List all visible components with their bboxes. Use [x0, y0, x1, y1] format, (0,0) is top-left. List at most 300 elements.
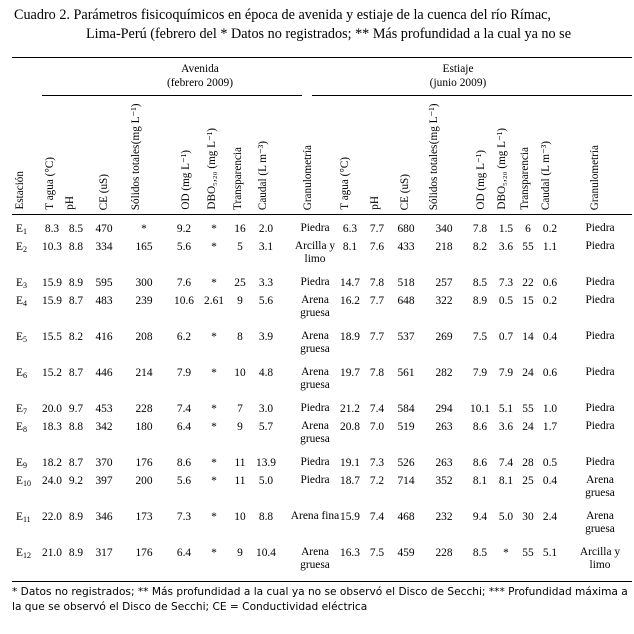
estacion-letter: E: [16, 547, 23, 559]
avenida-cell: 176: [135, 547, 153, 559]
col-header-estiaje-3-line: Sólidos totales: [428, 144, 440, 210]
avenida-cell: 18.2: [42, 457, 62, 469]
estiaje-cell: *: [503, 547, 509, 559]
estiaje-cell: 468: [397, 511, 415, 523]
estacion-number: 12: [22, 551, 31, 560]
estiaje-cell: 0.4: [542, 475, 558, 487]
estiaje-cell: 20.8: [340, 421, 360, 433]
estiaje-cell: Piedra: [585, 276, 615, 288]
avenida-cell: *: [211, 241, 217, 253]
avenida-cell: 18.3: [42, 421, 62, 433]
avenida-cell: Arena gruesa: [300, 294, 330, 319]
estacion-letter: E: [16, 475, 23, 487]
estiaje-cell: 0.2: [542, 223, 558, 235]
avenida-cell: 10.6: [174, 295, 194, 307]
estiaje-cell: 648: [397, 295, 415, 307]
avenida-cell: *: [211, 331, 217, 343]
estiaje-cell: 257: [435, 277, 453, 289]
avenida-label: Avenida: [181, 63, 219, 75]
avenida-cell: Arena gruesa: [300, 330, 330, 355]
estiaje-cell: 0.4: [542, 331, 558, 343]
cell-estacion: [16, 330, 27, 347]
avenida-cell: 16: [234, 223, 246, 235]
estiaje-cell: 10.1: [470, 403, 490, 415]
avenida-cell: 3.1: [258, 241, 274, 253]
avenida-cell: 8.6: [176, 457, 192, 469]
col-header-avenida-6: [232, 147, 244, 210]
estiaje-cell: 340: [435, 223, 453, 235]
cell-estacion: [16, 366, 27, 383]
col-header-avenida-2: [98, 174, 110, 210]
avenida-cell: 10: [234, 367, 246, 379]
estacion-letter: E: [16, 421, 23, 433]
estiaje-cell: 7.7: [369, 295, 385, 307]
avenida-cell: 9: [237, 547, 243, 559]
estiaje-cell: Piedra: [585, 240, 615, 252]
estiaje-cell: 3.6: [498, 421, 514, 433]
avenida-cell: 10: [234, 511, 246, 523]
col-header-avenida-0: [44, 157, 56, 210]
estacion-number: 11: [22, 515, 31, 524]
cell-estacion: [16, 402, 27, 419]
avenida-cell: *: [211, 547, 217, 559]
avenida-cell: 7.4: [176, 403, 192, 415]
avenida-date: (febrero 2009): [166, 77, 234, 89]
estiaje-cell: 7.2: [369, 475, 385, 487]
estacion-number: 4: [22, 299, 27, 308]
col-header-avenida-6-line: Transparencia: [232, 147, 244, 210]
estiaje-cell: 7.7: [369, 331, 385, 343]
estacion-letter: E: [16, 331, 23, 343]
estacion-letter: E: [16, 277, 23, 289]
avenida-cell: *: [211, 367, 217, 379]
col-header-estiaje-5-line: DBO₅,₂₀ (mg L⁻¹): [496, 128, 508, 210]
estiaje-cell: 30: [522, 511, 534, 523]
estiaje-cell: 218: [435, 241, 453, 253]
avenida-cell: 11: [234, 457, 246, 469]
cell-estacion: [16, 456, 27, 473]
estacion-letter: E: [16, 511, 23, 523]
cell-estacion: [16, 420, 27, 437]
avenida-cell: 5.6: [176, 241, 192, 253]
col-header-estacion-line: Estación: [14, 171, 26, 210]
cell-estacion: [16, 474, 31, 491]
avenida-cell: *: [141, 223, 147, 235]
estiaje-cell: 14.7: [340, 277, 360, 289]
estacion-number: 7: [22, 407, 27, 416]
estiaje-cell: 294: [435, 403, 453, 415]
avenida-cell: 15.5: [42, 331, 62, 343]
avenida-cell: 25: [234, 277, 246, 289]
estiaje-cell: 8.6: [472, 421, 488, 433]
col-header-estiaje-6: [519, 147, 531, 210]
col-header-estiaje-4-line: OD (mg L⁻¹): [475, 150, 487, 210]
estiaje-cell: 7.0: [369, 421, 385, 433]
estiaje-cell: 8.5: [472, 547, 488, 559]
estiaje-cell: 14: [522, 331, 534, 343]
col-header-avenida-1: [64, 196, 76, 210]
avenida-rule: [42, 95, 302, 96]
estacion-number: 9: [22, 461, 27, 470]
avenida-cell: 595: [95, 277, 113, 289]
estiaje-cell: 561: [397, 367, 415, 379]
estiaje-cell: Piedra: [585, 294, 615, 306]
avenida-cell: Piedra: [300, 222, 330, 234]
avenida-cell: 2.0: [258, 223, 274, 235]
estiaje-cell: 5.1: [498, 403, 514, 415]
col-header-avenida-4: [180, 150, 192, 210]
avenida-cell: 5.6: [176, 475, 192, 487]
avenida-cell: Piedra: [300, 402, 330, 414]
avenida-cell: 453: [95, 403, 113, 415]
avenida-cell: 3.0: [258, 403, 274, 415]
avenida-cell: 370: [95, 457, 113, 469]
avenida-cell: 10.3: [42, 241, 62, 253]
estiaje-cell: 0.2: [542, 295, 558, 307]
col-header-estiaje-2: [399, 174, 411, 210]
estiaje-cell: 25: [522, 475, 534, 487]
col-header-estiaje-7: [540, 141, 552, 210]
estacion-letter: E: [16, 367, 23, 379]
avenida-cell: 15.2: [42, 367, 62, 379]
col-header-estiaje-3: [428, 104, 440, 210]
avenida-cell: 8.7: [68, 367, 84, 379]
col-header-avenida-0-line: T agua (°C): [44, 157, 56, 210]
col-header-estiaje-0: [339, 157, 351, 210]
avenida-cell: 9.7: [68, 403, 84, 415]
avenida-cell: 24.0: [42, 475, 62, 487]
avenida-cell: 239: [135, 295, 153, 307]
estiaje-cell: 19.7: [340, 367, 360, 379]
col-header-estiaje-1-line: pH: [369, 196, 381, 210]
estiaje-cell: 0.6: [542, 367, 558, 379]
col-header-avenida-1-line: pH: [64, 196, 76, 210]
avenida-cell: 5.6: [258, 295, 274, 307]
avenida-cell: 5.0: [258, 475, 274, 487]
cell-estacion: [16, 240, 27, 257]
estiaje-cell: 16.2: [340, 295, 360, 307]
avenida-cell: 22.0: [42, 511, 62, 523]
estiaje-cell: 8.5: [472, 277, 488, 289]
estiaje-cell: 16.3: [340, 547, 360, 559]
estiaje-cell: 322: [435, 295, 453, 307]
avenida-cell: *: [211, 475, 217, 487]
col-header-avenida-3: [130, 104, 142, 210]
estiaje-cell: 7.5: [472, 331, 488, 343]
avenida-cell: 15.9: [42, 277, 62, 289]
estiaje-cell: 7.3: [369, 457, 385, 469]
avenida-cell: 8.9: [68, 547, 84, 559]
avenida-cell: *: [211, 277, 217, 289]
avenida-cell: 7.9: [176, 367, 192, 379]
col-header-avenida-3-line: (mg L⁻¹): [130, 103, 142, 145]
estiaje-cell: 7.8: [472, 223, 488, 235]
estacion-letter: E: [16, 223, 23, 235]
avenida-cell: 6.2: [176, 331, 192, 343]
estiaje-cell: Piedra: [585, 366, 615, 378]
avenida-cell: 317: [95, 547, 113, 559]
estiaje-cell: Arena gruesa: [585, 510, 615, 535]
avenida-cell: Piedra: [300, 474, 330, 486]
avenida-cell: 8.2: [68, 331, 84, 343]
avenida-cell: 446: [95, 367, 113, 379]
col-header-estiaje-5: [496, 128, 508, 210]
estiaje-cell: 8.9: [472, 295, 488, 307]
estiaje-cell: Arena gruesa: [585, 474, 615, 499]
avenida-cell: 214: [135, 367, 153, 379]
estiaje-cell: 232: [435, 511, 453, 523]
avenida-cell: *: [211, 421, 217, 433]
bottom-rule: [12, 581, 632, 582]
avenida-cell: 176: [135, 457, 153, 469]
avenida-cell: 180: [135, 421, 153, 433]
estiaje-cell: 7.4: [369, 403, 385, 415]
col-header-estiaje-3-line: (mg L⁻¹): [428, 103, 440, 145]
avenida-cell: 3.9: [258, 331, 274, 343]
avenida-cell: *: [211, 403, 217, 415]
estiaje-cell: 0.5: [542, 457, 558, 469]
estiaje-cell: 526: [397, 457, 415, 469]
avenida-cell: 8.9: [68, 277, 84, 289]
caption-line-2: Lima-Perú (febrero del * Datos no registrados; ** Más profundidad a la cual ya no se: [86, 26, 571, 42]
estiaje-cell: 0.5: [498, 295, 514, 307]
avenida-cell: 8.8: [68, 241, 84, 253]
cell-estacion: [16, 546, 31, 563]
estiaje-cell: 7.6: [369, 241, 385, 253]
avenida-cell: 3.3: [258, 277, 274, 289]
estiaje-cell: 7.9: [498, 367, 514, 379]
cell-estacion: [16, 276, 27, 293]
estiaje-cell: 1.0: [542, 403, 558, 415]
estiaje-cell: 15: [522, 295, 534, 307]
avenida-cell: *: [211, 223, 217, 235]
col-header-avenida-8: [302, 145, 314, 210]
avenida-cell: 483: [95, 295, 113, 307]
avenida-cell: 7: [237, 403, 243, 415]
estacion-letter: E: [16, 457, 23, 469]
avenida-cell: 13.9: [256, 457, 276, 469]
avenida-cell: 8.7: [68, 295, 84, 307]
avenida-cell: 8.8: [68, 421, 84, 433]
avenida-cell: 7.3: [176, 511, 192, 523]
estiaje-cell: 8.1: [498, 475, 514, 487]
avenida-cell: 7.6: [176, 277, 192, 289]
avenida-cell: 11: [234, 475, 246, 487]
avenida-cell: 300: [135, 277, 153, 289]
estiaje-cell: 55: [522, 241, 534, 253]
estiaje-label: Estiaje: [442, 63, 474, 75]
col-header-avenida-7-line: Caudal (L m⁻³): [257, 140, 269, 210]
estiaje-cell: 8.1: [342, 241, 358, 253]
estiaje-cell: 7.7: [369, 223, 385, 235]
avenida-cell: Arena gruesa: [300, 366, 330, 391]
avenida-cell: 8.5: [68, 223, 84, 235]
header-rule: [12, 214, 632, 215]
estiaje-cell: 263: [435, 457, 453, 469]
caption-line-1: Cuadro 2. Parámetros fisicoquímicos en época de avenida y estiaje de la cuenca del río Rímac,: [14, 7, 551, 23]
estiaje-cell: Piedra: [585, 420, 615, 432]
estiaje-cell: 9.4: [472, 511, 488, 523]
avenida-cell: 8.8: [258, 511, 274, 523]
estiaje-cell: 518: [397, 277, 415, 289]
estiaje-cell: 7.8: [369, 367, 385, 379]
top-rule: [12, 57, 632, 58]
estiaje-rule: [312, 95, 632, 96]
col-header-estiaje-2-line: CE (uS): [399, 173, 411, 210]
estacion-letter: E: [16, 403, 23, 415]
avenida-cell: 5.7: [258, 421, 274, 433]
estiaje-cell: 18.9: [340, 331, 360, 343]
estiaje-cell: 55: [522, 547, 534, 559]
estiaje-cell: 21.2: [340, 403, 360, 415]
col-header-estiaje-7-line: Caudal (L m⁻³): [540, 140, 552, 210]
col-header-estiaje-8-line: Granulometría: [589, 144, 601, 210]
estiaje-cell: 263: [435, 421, 453, 433]
estiaje-cell: Piedra: [585, 222, 615, 234]
avenida-cell: 208: [135, 331, 153, 343]
avenida-cell: *: [211, 511, 217, 523]
avenida-cell: 228: [135, 403, 153, 415]
estiaje-cell: 3.6: [498, 241, 514, 253]
estiaje-cell: 55: [522, 403, 534, 415]
estiaje-cell: Piedra: [585, 330, 615, 342]
avenida-cell: 416: [95, 331, 113, 343]
estiaje-cell: Arcilla y limo: [579, 546, 621, 571]
estacion-number: 6: [22, 371, 27, 380]
estiaje-cell: 6: [525, 223, 531, 235]
col-header-avenida-2-line: CE (uS): [98, 173, 110, 210]
estiaje-cell: 15.9: [340, 511, 360, 523]
estiaje-cell: 0.7: [498, 331, 514, 343]
avenida-cell: 6.4: [176, 421, 192, 433]
col-header-avenida-8-line: Granulometría: [302, 144, 314, 210]
cell-estacion: [16, 222, 27, 239]
col-header-avenida-7: [257, 141, 269, 210]
estiaje-cell: 5.0: [498, 511, 514, 523]
avenida-cell: Arena gruesa: [300, 546, 330, 571]
estiaje-cell: 24: [522, 367, 534, 379]
estiaje-cell: 714: [397, 475, 415, 487]
estacion-number: 8: [22, 425, 27, 434]
estiaje-cell: 519: [397, 421, 415, 433]
estiaje-cell: 7.4: [369, 511, 385, 523]
estiaje-cell: 7.4: [498, 457, 514, 469]
estiaje-cell: 7.8: [369, 277, 385, 289]
avenida-cell: 9.2: [176, 223, 192, 235]
avenida-cell: 397: [95, 475, 113, 487]
avenida-cell: 6.4: [176, 547, 192, 559]
avenida-cell: 342: [95, 421, 113, 433]
avenida-cell: 346: [95, 511, 113, 523]
estacion-number: 10: [22, 479, 31, 488]
cell-estacion: [16, 510, 31, 527]
estiaje-cell: 7.3: [498, 277, 514, 289]
avenida-cell: Arena fina: [290, 510, 340, 522]
cell-estacion: [16, 294, 27, 311]
estiaje-cell: Piedra: [585, 402, 615, 414]
estiaje-cell: 24: [522, 421, 534, 433]
avenida-cell: Piedra: [300, 276, 330, 288]
avenida-cell: 8.9: [68, 511, 84, 523]
estiaje-cell: 19.1: [340, 457, 360, 469]
avenida-cell: 9.2: [68, 475, 84, 487]
col-header-avenida-5: [206, 128, 218, 210]
avenida-cell: *: [211, 457, 217, 469]
estiaje-cell: 459: [397, 547, 415, 559]
table-caption: [14, 6, 630, 44]
avenida-cell: 9: [237, 295, 243, 307]
col-header-estiaje-4: [475, 150, 487, 210]
avenida-cell: 165: [135, 241, 153, 253]
avenida-cell: 470: [95, 223, 113, 235]
estacion-number: 3: [22, 281, 27, 290]
estiaje-cell: 1.1: [542, 241, 558, 253]
estiaje-date: (junio 2009): [429, 77, 487, 89]
estacion-letter: E: [16, 295, 23, 307]
avenida-cell: 10.4: [256, 547, 276, 559]
estacion-letter: E: [16, 241, 23, 253]
estacion-number: 1: [22, 227, 27, 236]
col-header-avenida-4-line: OD (mg L⁻¹): [180, 150, 192, 210]
col-header-estiaje-0-line: T agua (°C): [339, 157, 351, 210]
estiaje-cell: 282: [435, 367, 453, 379]
estiaje-cell: 584: [397, 403, 415, 415]
footnote: * Datos no registrados; ** Más profundidad a la cual ya no se observó el Disco de Secchi; *** Profundidad máxima a la que se observó el Disco de Secchi; CE = Conductividad eléctrica: [12, 586, 628, 613]
estiaje-cell: 352: [435, 475, 453, 487]
avenida-cell: 21.0: [42, 547, 62, 559]
estiaje-cell: 228: [435, 547, 453, 559]
estiaje-cell: 22: [522, 277, 534, 289]
estiaje-cell: 269: [435, 331, 453, 343]
avenida-cell: 5: [237, 241, 243, 253]
avenida-cell: 9: [237, 421, 243, 433]
avenida-cell: 8.7: [68, 457, 84, 469]
group-header-avenida: [120, 62, 280, 90]
col-header-avenida-5-line: DBO₅,₂₀ (mg L⁻¹): [206, 128, 218, 210]
estiaje-cell: 7.5: [369, 547, 385, 559]
col-header-avenida-3-line: Sólidos totales: [130, 144, 142, 210]
estiaje-cell: 2.4: [542, 511, 558, 523]
estiaje-cell: 8.2: [472, 241, 488, 253]
estiaje-cell: 8.1: [472, 475, 488, 487]
avenida-cell: Arcilla y limo: [294, 240, 336, 265]
estiaje-cell: 8.6: [472, 457, 488, 469]
estiaje-cell: 5.1: [542, 547, 558, 559]
avenida-cell: 200: [135, 475, 153, 487]
col-header-estiaje-1: [369, 196, 381, 210]
avenida-cell: 2.61: [204, 295, 224, 307]
avenida-cell: 15.9: [42, 295, 62, 307]
estiaje-cell: 1.7: [542, 421, 558, 433]
avenida-cell: Arena gruesa: [300, 420, 330, 445]
avenida-cell: 173: [135, 511, 153, 523]
estiaje-cell: 1.5: [498, 223, 514, 235]
estiaje-cell: 537: [397, 331, 415, 343]
avenida-cell: 4.8: [258, 367, 274, 379]
col-header-estacion: [14, 171, 26, 210]
estiaje-cell: 433: [397, 241, 415, 253]
avenida-cell: Piedra: [300, 456, 330, 468]
avenida-cell: 334: [95, 241, 113, 253]
avenida-cell: 8: [237, 331, 243, 343]
avenida-cell: 8.3: [44, 223, 60, 235]
estiaje-cell: 7.9: [472, 367, 488, 379]
estiaje-cell: 28: [522, 457, 534, 469]
estiaje-cell: 0.6: [542, 277, 558, 289]
estiaje-cell: 6.3: [342, 223, 358, 235]
estiaje-cell: 18.7: [340, 475, 360, 487]
avenida-cell: 20.0: [42, 403, 62, 415]
